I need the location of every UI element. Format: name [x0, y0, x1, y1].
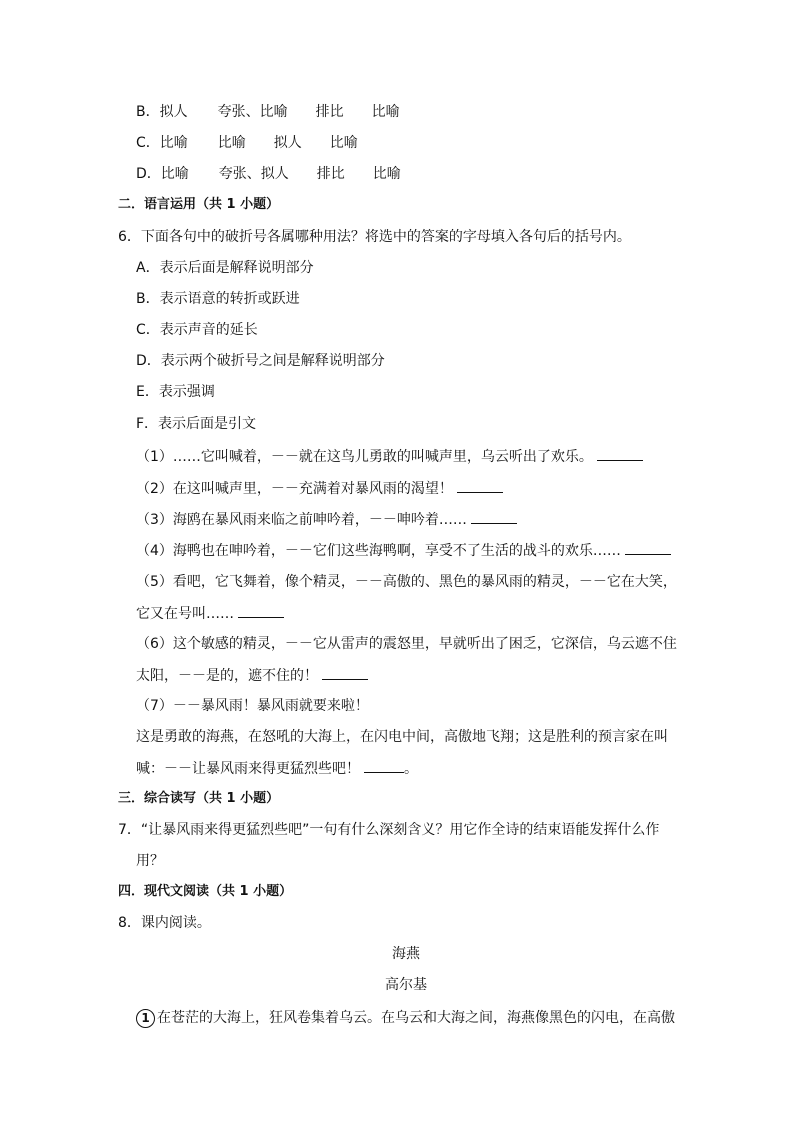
option-item: 夸张、比喻 — [217, 104, 288, 120]
option-c-row — [136, 133, 358, 153]
sentence-5b — [136, 603, 284, 624]
sentence-3 — [136, 509, 517, 530]
answer-blank[interactable] — [597, 446, 643, 461]
option-label: C． — [136, 135, 160, 151]
question-8-stem: 8．课内阅读。 — [118, 915, 211, 931]
sentence-8a: 这是勇敢的海燕，在怒吼的大海上，在闪电中间，高傲地飞翔；这是胜利的预言家在叫 — [136, 729, 668, 745]
paragraph-number-badge: 1 — [136, 1009, 155, 1028]
sentence-5a: （5）看吧，它飞舞着，像个精灵，－－高傲的、黑色的暴风雨的精灵，－－它在大笑， — [136, 574, 677, 590]
choice-e: E．表示强调 — [136, 384, 215, 400]
answer-blank[interactable] — [322, 665, 368, 680]
sentence-text: 太阳，－－是的，遮不住的！ — [136, 668, 318, 684]
sentence-text: （1）……它叫喊着，－－就在这鸟儿勇敢的叫喊声里，乌云听出了欢乐。 — [136, 449, 593, 465]
sentence-text: 喊：－－让暴风雨来得更猛烈些吧！ — [136, 761, 360, 777]
choice-f: F．表示后面是引文 — [136, 416, 257, 432]
paragraph-text: 在苍茫的大海上，狂风卷集着乌云。在乌云和大海之间，海燕像黑色的闪电，在高傲 — [157, 1010, 675, 1026]
choice-c: C．表示声音的延长 — [136, 322, 258, 338]
sentence-6a: （6）这个敏感的精灵，－－它从雷声的震怒里，早就听出了困乏，它深信，乌云遮不住 — [136, 636, 677, 652]
sentence-8b — [136, 758, 418, 779]
sentence-1 — [136, 446, 643, 467]
sentence-text: （2）在这叫喊声里，－－充满着对暴风雨的渴望！ — [136, 481, 453, 497]
option-item: 拟人 — [159, 104, 188, 120]
option-label: B． — [136, 104, 160, 120]
sentence-end: 。 — [404, 761, 418, 777]
sentence-text: （3）海鸥在暴风雨来临之前呻吟着，－－呻吟着…… — [136, 512, 467, 528]
answer-blank[interactable] — [238, 603, 284, 618]
option-item: 拟人 — [273, 135, 302, 151]
option-d-row — [136, 164, 401, 184]
question-6-stem: 6．下面各句中的破折号各属哪种用法？将选中的答案的字母填入各句后的括号内。 — [118, 229, 631, 245]
passage-title: 海燕 — [392, 946, 420, 962]
section-heading: 二．语言运用（共 1 小题） — [118, 197, 280, 212]
option-item: 比喻 — [160, 166, 189, 182]
option-item: 排比 — [315, 104, 344, 120]
option-item: 比喻 — [372, 166, 401, 182]
sentence-6b — [136, 665, 368, 686]
sentence-text: 它又在号叫…… — [136, 606, 234, 622]
question-7-line2: 用？ — [136, 853, 164, 869]
option-item: 比喻 — [371, 104, 400, 120]
option-b-row — [136, 102, 400, 122]
answer-blank[interactable] — [457, 478, 503, 493]
answer-blank[interactable] — [364, 758, 404, 773]
sentence-4 — [136, 540, 671, 561]
passage-author: 高尔基 — [385, 977, 427, 993]
answer-blank[interactable] — [625, 540, 671, 555]
option-item: 排比 — [316, 166, 345, 182]
passage-paragraph-1 — [136, 1008, 675, 1028]
sentence-7: （7）－－暴风雨！暴风雨就要来啦！ — [136, 698, 369, 714]
option-item: 夸张、拟人 — [218, 166, 289, 182]
option-item: 比喻 — [329, 135, 358, 151]
choice-a: A．表示后面是解释说明部分 — [136, 260, 314, 276]
section-heading: 三．综合读写（共 1 小题） — [118, 791, 280, 806]
section-heading: 四．现代文阅读（共 1 小题） — [118, 884, 293, 899]
sentence-text: （4）海鸭也在呻吟着，－－它们这些海鸭啊，享受不了生活的战斗的欢乐…… — [136, 543, 621, 559]
option-item: 比喻 — [159, 135, 188, 151]
option-label: D． — [136, 166, 161, 182]
choice-b: B．表示语意的转折或跃进 — [136, 291, 300, 307]
option-item: 比喻 — [217, 135, 246, 151]
question-7-line1: 7．“让暴风雨来得更猛烈些吧”一句有什么深刻含义？用它作全诗的结束语能发挥什么作 — [118, 822, 660, 838]
choice-d: D．表示两个破折号之间是解释说明部分 — [136, 353, 385, 369]
sentence-2 — [136, 478, 503, 499]
answer-blank[interactable] — [471, 509, 517, 524]
